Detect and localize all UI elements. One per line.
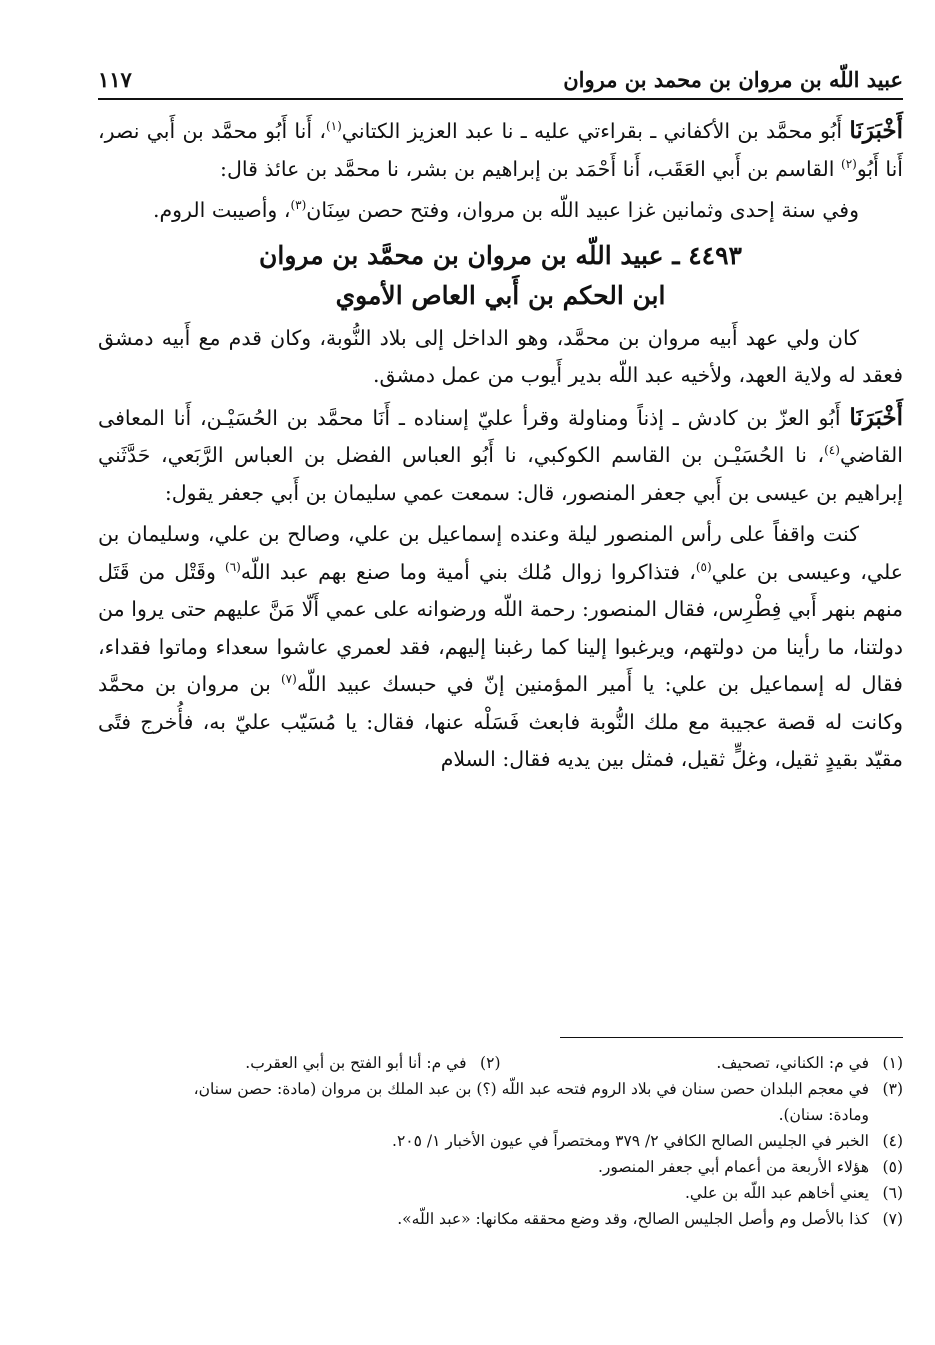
paragraph-isnad-1 xyxy=(98,112,903,188)
footnote-ref[interactable]: (٤) xyxy=(824,443,840,458)
footnote-ref[interactable]: (٧) xyxy=(280,672,297,687)
footnote-1 xyxy=(501,1050,904,1076)
paragraph-biography: كان ولي عهد أَبيه مروان بن محمَّد، وهو الداخل إلى بلاد النُّوبة، وكان قدم مع أَبيه دمشق فعقد له ولاية العهد، ولأخيه عبد اللّه بدير أَيوب من عمل دمشق. xyxy=(98,325,903,387)
footnote-text: في م: أنا أبو الفتح بن أبي العقرب. xyxy=(245,1054,467,1072)
footnote-text: يعني أخاهم عبد اللّه بن علي. xyxy=(685,1184,869,1202)
text-span: أَبُو العزّ بن كادش ـ إذناً ومناولة وقرأ عليّ إسناده ـ أَنَا محمَّد بن الحُسَيْـن، أَنا المعافى القاضي xyxy=(98,405,903,467)
footnote-text: في م: الكناني، تصحيف. xyxy=(716,1054,869,1072)
paragraph-isnad-2 xyxy=(98,399,903,513)
page-header xyxy=(98,52,903,100)
text-span: بن مروان بن محمَّد وكانت له قصة عجيبة مع ملك النُّوبة فابعث فَسَلْه عنها، فقال: يا مُسَيّب عليّ به، فأُخرج فتًى مقيّد بقيدٍ ثقيل، وغلٍّ ثقيل، فمثل بين يديه فقال: السلام xyxy=(98,672,903,771)
footnote-number: (٧) xyxy=(882,1210,903,1228)
running-title: عبيد اللّه بن مروان بن محمد بن مروان xyxy=(563,67,903,92)
text-span: كنت واقفاً على رأس المنصور ليلة وعنده إسماعيل بن علي، وصالح بن علي، وسليمان بن علي، وعيسى بن علي xyxy=(98,522,903,584)
footnote-text: هؤلاء الأربعة من أعمام أبي جعفر المنصور. xyxy=(597,1158,869,1176)
footnote-3-continuation: ومادة: سنان). xyxy=(778,1106,869,1124)
paragraph-narration-1 xyxy=(98,192,903,230)
footnote-number: (٣) xyxy=(882,1080,903,1098)
text-span: ، وأصيبت الروم. xyxy=(152,198,291,222)
footnote-ref[interactable]: (٥) xyxy=(695,559,712,574)
footnote-6 xyxy=(98,1180,903,1206)
text-span: أَبُو محمَّد بن الأكفاني ـ بقراءتي عليه ـ نا عبد العزيز الكتاني xyxy=(341,119,850,143)
footnote-divider xyxy=(560,1037,903,1038)
footnote-ref[interactable]: (١) xyxy=(325,119,342,134)
text-span: ، نا الحُسَيْـن بن القاسم الكوكبي، نا أَبُو العباس الفضل بن العباس الرَّبَعي، حَدَّثَني إبراهيم بن عيسى بن أَبي جعفر المنصور، قال: سمعت عمي سليمان بن أَبي جعفر يقول: xyxy=(98,443,903,505)
footnote-ref[interactable]: (٢) xyxy=(841,156,857,171)
footnote-ref[interactable]: (٣) xyxy=(290,198,307,213)
footnote-5 xyxy=(98,1154,903,1180)
text-span: القاسم بن أَبي العَقَب، أَنا أَحْمَد بن إبراهيم بن بشر، نا محمَّد بن عائذ قال: xyxy=(220,156,842,181)
footnote-number: (٦) xyxy=(882,1184,903,1202)
text-span: وفي سنة إحدى وثمانين غزا عبيد اللّه بن مروان، وفتح حصن سِنَان xyxy=(306,198,859,222)
footnote-3 xyxy=(98,1076,903,1102)
lead-word: أَخْبَرَنَا xyxy=(849,117,903,144)
text-span: وقَتْل من قَتَل منهم بنهر أَبي فِطْرِس، فقال المنصور: رحمة اللّه ورضوانه على عمي أَلّا مَنَّ عليهم حتى يروا من دولتنا، ما رأينا من دولتهم، ويرغبوا إلينا كما رغبنا إليهم، فقد لعمري عاشوا سعداء وماتوا فقداء، فقال له إسماعيل بن علي: يا أَمير المؤمنين إنّ في حبسك عبيد اللّه xyxy=(98,559,903,696)
footnote-text: في معجم البلدان حصن سنان في بلاد الروم فتحه عبد اللّه (؟) بن عبد الملك بن مروان (مادة: حصن سنان، xyxy=(193,1080,869,1098)
footnote-text: الخبر في الجليس الصالح الكافي ٢/ ٣٧٩ ومختصراً في عيون الأخبار ١/ ٢٠٥. xyxy=(392,1132,869,1150)
entry-title-line1: ٤٤٩٣ ـ عبيد اللّه بن مروان بن محمَّد بن مروان xyxy=(259,240,742,270)
footnote-number: (٢) xyxy=(480,1054,501,1072)
footnote-number: (٥) xyxy=(882,1158,903,1176)
footnote-number: (٤) xyxy=(882,1132,903,1150)
page-number: ١١٧ xyxy=(98,67,132,92)
footnote-text: كذا بالأصل وم وأصل الجليس الصالح، وقد وضع محققه مكانها: «عبد اللّه». xyxy=(397,1210,869,1228)
text-span: ، فتذاكروا زوال مُلك بني أمية وما صنع بهم عبد اللّه xyxy=(240,559,696,584)
footnote-7 xyxy=(98,1206,903,1232)
entry-title-line2: ابن الحكم بن أَبي العاص الأموي xyxy=(335,280,666,310)
footnote-2 xyxy=(98,1050,501,1076)
main-text xyxy=(98,112,903,783)
lead-word: أَخْبَرَنَا xyxy=(849,403,903,431)
text-span: ، أَنا أَبُو محمَّد بن أَبي نصر، أَنا أَبُو xyxy=(98,119,903,181)
footnote-ref[interactable]: (٦) xyxy=(225,559,241,574)
footnote-number: (١) xyxy=(882,1054,903,1072)
footnotes xyxy=(98,1050,903,1232)
footnote-row xyxy=(98,1050,903,1076)
footnote-4 xyxy=(98,1128,903,1154)
paragraph-narration-2 xyxy=(98,516,903,779)
entry-title xyxy=(98,236,903,316)
